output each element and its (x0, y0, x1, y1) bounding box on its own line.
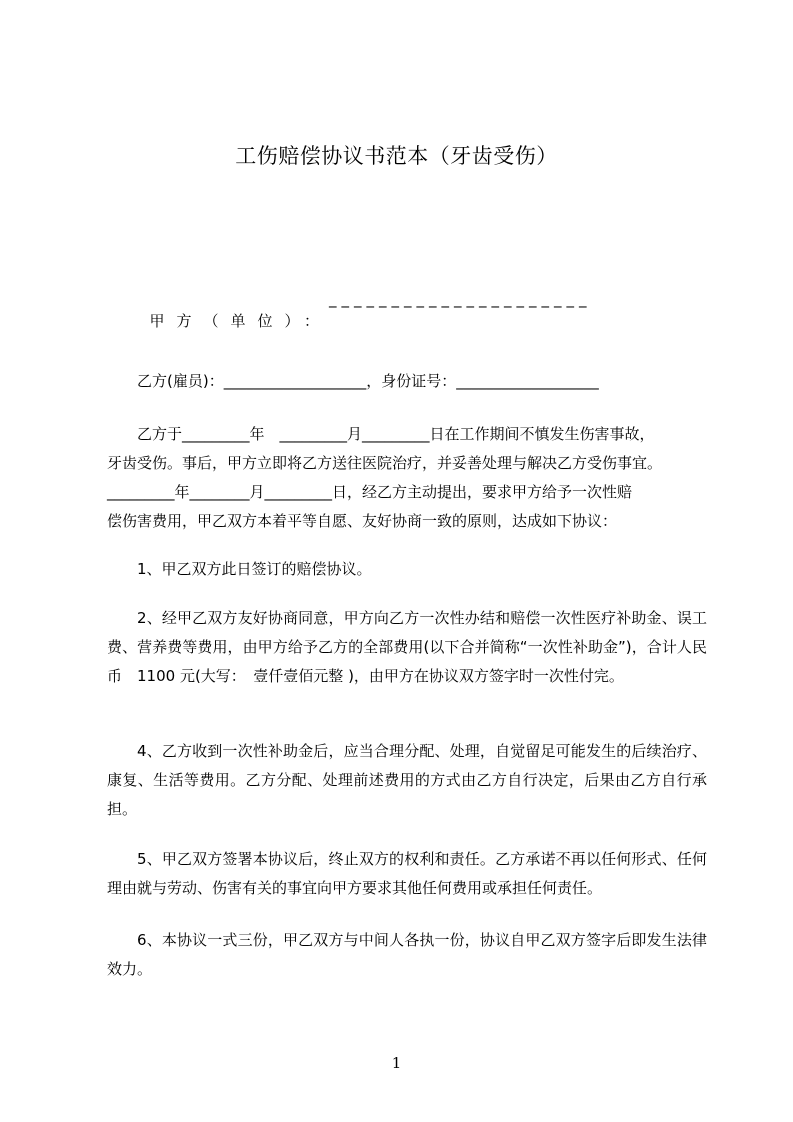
intro-paragraph (107, 420, 707, 536)
intro-line-4: 偿伤害费用，甲乙双方本着平等自愿、友好协商一致的原则，达成如下协议： (107, 512, 618, 530)
intro-line-1: 乙方于_________年 _________月_________日在工作期间不慎发生伤害事故， (137, 425, 655, 443)
clause-5 (107, 845, 707, 903)
party-b-line: 乙方(雇员)：___________________，身份证号：___________________ (137, 372, 599, 390)
clause-2 (107, 604, 707, 691)
party-a-line (140, 288, 592, 354)
clause-6 (107, 926, 707, 984)
clause-5-text: 5、甲乙双方签署本协议后，终止双方的权利和责任。乙方承诺不再以任何形式、任何理由就与劳动、伤害有关的事宜向甲方要求其他任何费用或承担任何责任。 (107, 850, 707, 897)
clause-6-text: 6、本协议一式三份，甲乙双方与中间人各执一份，协议自甲乙双方签字后即发生法律效力。 (107, 931, 707, 978)
clause-4 (107, 737, 707, 824)
intro-line-3: _________年________月_________日，经乙方主动提出，要求甲方给予一次性赔 (107, 483, 633, 501)
page-number: 1 (391, 1054, 402, 1072)
clause-1 (107, 555, 707, 584)
party-a-label: 甲方（单位）： (149, 312, 332, 330)
clause-4-text: 4、乙方收到一次性补助金后，应当合理分配、处理，自觉留足可能发生的后续治疗、康复、生活等费用。乙方分配、处理前述费用的方式由乙方自行决定，后果由乙方自行承担。 (107, 742, 707, 818)
clause-1-text: 1、甲乙双方此日签订的赔偿协议。 (137, 560, 372, 578)
intro-line-2: 牙齿受伤。事后，甲方立即将乙方送往医院治疗，并妥善处理与解决乙方受伤事宜。 (107, 454, 663, 472)
party-a-blank: _____________________ (329, 290, 592, 308)
clause-2-text: 2、经甲乙双方友好协商同意，甲方向乙方一次性办结和赔偿一次性医疗补助金、误工费、营养费等费用，由甲方给予乙方的全部费用(以下合并简称“一次性补助金”)，合计人民币 1100 元(大写： 壹仟壹佰元整 )，由甲方在协议双方签字时一次性付完。 (107, 609, 707, 685)
document-title: 工伤赔偿协议书范本（牙齿受伤） (235, 144, 558, 168)
